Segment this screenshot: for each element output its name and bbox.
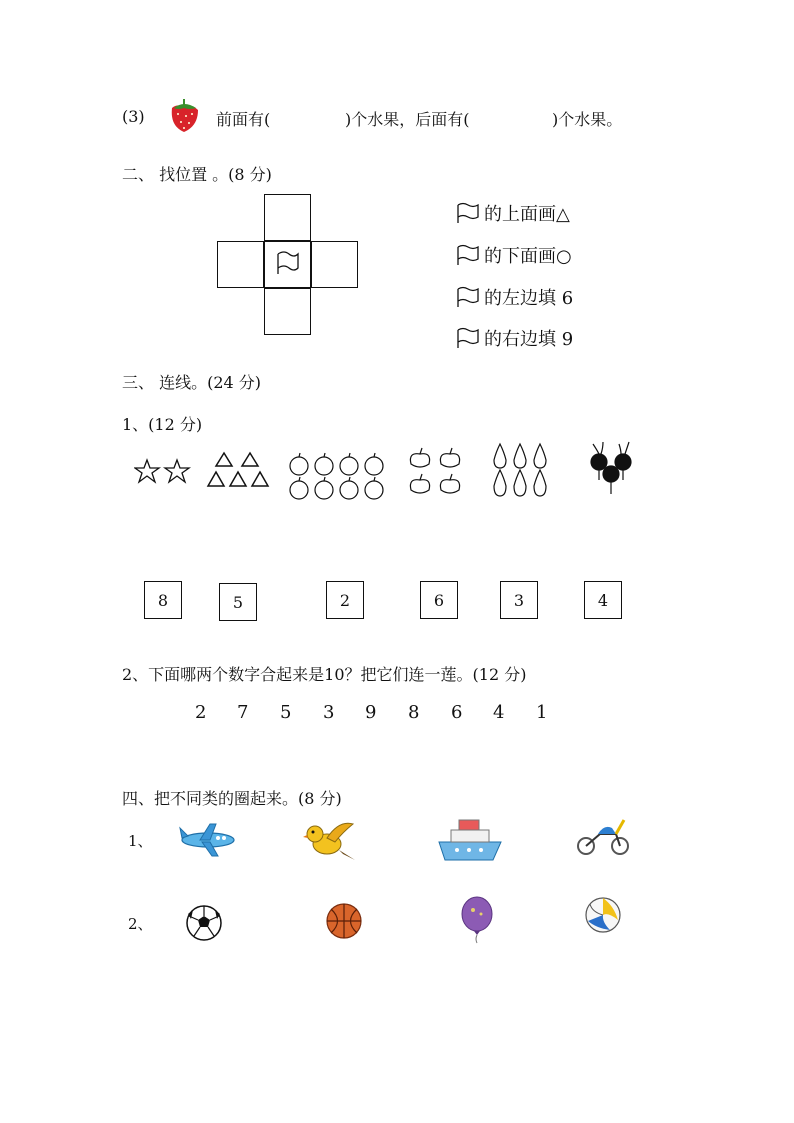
pair-number[interactable]: 6 — [451, 702, 463, 723]
section-3-title: 三、 连线。(24 分) — [122, 373, 262, 392]
peaches-group-icon — [405, 444, 471, 498]
instruction-line — [455, 242, 572, 268]
ship-icon[interactable] — [437, 814, 503, 862]
grid-cell-left — [217, 241, 264, 288]
volleyball-icon[interactable] — [584, 896, 622, 934]
question-3-text-b: )个水果，后面有( — [345, 110, 470, 129]
instruction-text: 的右边填 9 — [484, 329, 574, 350]
bird-icon[interactable] — [303, 818, 359, 864]
pair-number[interactable]: 8 — [408, 702, 420, 723]
instruction-line — [455, 200, 570, 226]
section-4-title: 四、把不同类的圈起来。(8 分) — [122, 789, 342, 808]
row-2-label: 2、 — [128, 915, 153, 933]
number-box[interactable]: 5 — [219, 583, 257, 621]
balloon-icon[interactable] — [459, 896, 495, 944]
strawberry-icon — [166, 96, 206, 134]
grid-cell-right — [311, 241, 358, 288]
pair-number[interactable]: 2 — [195, 702, 207, 723]
instruction-text: 的下面画○ — [484, 246, 572, 267]
radishes-group-icon — [583, 440, 641, 498]
pair-number[interactable]: 1 — [536, 702, 548, 723]
flag-icon — [455, 285, 481, 309]
question-3-text-a: 前面有( — [216, 110, 271, 129]
grid-cell-center — [264, 241, 311, 288]
number-box[interactable]: 2 — [326, 581, 364, 619]
soccer-ball-icon[interactable] — [185, 904, 223, 942]
flag-icon — [455, 201, 481, 225]
number-box[interactable]: 4 — [584, 581, 622, 619]
question-3-text-c: )个水果。 — [552, 110, 623, 129]
section-3-sub1: 1、(12 分) — [122, 415, 203, 434]
pair-number[interactable]: 9 — [365, 702, 377, 723]
flag-icon — [455, 243, 481, 267]
number-box[interactable]: 6 — [420, 581, 458, 619]
row-1-label: 1、 — [128, 832, 153, 850]
motorcycle-icon[interactable] — [576, 816, 630, 856]
number-box[interactable]: 3 — [500, 581, 538, 619]
pair-number[interactable]: 3 — [323, 702, 335, 723]
pair-number[interactable]: 5 — [280, 702, 292, 723]
grid-cell-top — [264, 194, 311, 241]
section-3-sub2: 2、下面哪两个数字合起来是10？把它们连一莲。(12 分) — [122, 665, 527, 684]
stars-group-icon — [134, 458, 194, 486]
apples-group-icon — [286, 450, 390, 504]
instruction-text: 的上面画△ — [484, 204, 570, 225]
instruction-line — [455, 325, 573, 351]
section-2-title: 二、 找位置 。(8 分) — [122, 165, 272, 184]
pair-number[interactable]: 4 — [493, 702, 505, 723]
airplane-icon[interactable] — [178, 818, 238, 858]
flag-icon — [265, 242, 309, 286]
pair-number[interactable]: 7 — [237, 702, 249, 723]
basketball-icon[interactable] — [325, 902, 363, 940]
triangles-group-icon — [206, 450, 272, 490]
instruction-text: 的左边填 6 — [484, 288, 574, 309]
flag-icon — [455, 326, 481, 350]
number-box[interactable]: 8 — [144, 581, 182, 619]
grid-cell-bottom — [264, 288, 311, 335]
instruction-line — [455, 284, 573, 310]
pears-group-icon — [488, 438, 554, 500]
question-3-label: (3) — [122, 107, 145, 126]
